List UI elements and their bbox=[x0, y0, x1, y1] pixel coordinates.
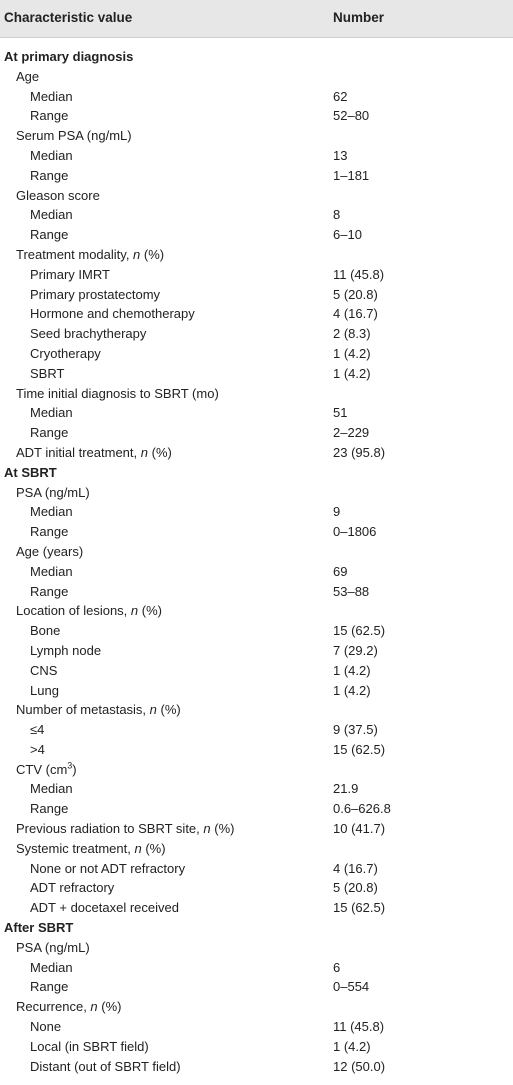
row-label: Median bbox=[30, 781, 73, 797]
row-label: Time initial diagnosis to SBRT (mo) bbox=[16, 385, 219, 401]
table-row bbox=[0, 285, 513, 305]
row-value: 0–1806 bbox=[333, 524, 377, 540]
row-label: Bone bbox=[30, 623, 61, 639]
row-value: 6–10 bbox=[333, 227, 362, 243]
table-row bbox=[0, 938, 513, 958]
table-row bbox=[0, 423, 513, 443]
table-row bbox=[0, 661, 513, 681]
row-label: Lymph node bbox=[30, 642, 102, 658]
row-label: Median bbox=[30, 563, 73, 579]
table-row bbox=[0, 344, 513, 364]
row-value: 0–554 bbox=[333, 979, 370, 995]
table-row bbox=[0, 898, 513, 918]
section-row bbox=[0, 47, 513, 67]
row-value: 11 (45.8) bbox=[333, 1019, 385, 1035]
row-label: Distant (out of SBRT field) bbox=[30, 1058, 181, 1074]
row-value: 51 bbox=[333, 405, 348, 421]
table-row bbox=[0, 641, 513, 661]
section-label: At SBRT bbox=[4, 464, 57, 480]
row-label: Range bbox=[30, 108, 69, 124]
row-label: None bbox=[30, 1019, 62, 1035]
row-value: 69 bbox=[333, 563, 348, 579]
row-label: Median bbox=[30, 405, 73, 421]
row-label: Hormone and chemotherapy bbox=[30, 306, 195, 322]
table-row bbox=[0, 601, 513, 621]
row-value: 21.9 bbox=[333, 781, 359, 797]
row-value: 4 (16.7) bbox=[333, 860, 378, 876]
table-row bbox=[0, 186, 513, 206]
table-row bbox=[0, 977, 513, 997]
row-label: Treatment modality, n (%) bbox=[16, 246, 165, 262]
row-label: PSA (ng/mL) bbox=[16, 939, 90, 955]
table-row bbox=[0, 819, 513, 839]
table-row bbox=[0, 166, 513, 186]
row-value: 1–181 bbox=[333, 167, 370, 183]
table-row bbox=[0, 522, 513, 542]
table-row bbox=[0, 502, 513, 522]
row-value: 15 (62.5) bbox=[333, 741, 386, 757]
row-label: Median bbox=[30, 504, 73, 520]
table-row bbox=[0, 304, 513, 324]
table-row bbox=[0, 146, 513, 166]
row-label: Seed brachytherapy bbox=[30, 326, 147, 342]
table-row bbox=[0, 324, 513, 344]
table-row bbox=[0, 720, 513, 740]
row-label: Previous radiation to SBRT site, n (%) bbox=[16, 821, 235, 837]
table-header bbox=[0, 0, 513, 38]
row-value: 15 (62.5) bbox=[333, 900, 386, 916]
row-value: 6 bbox=[333, 959, 341, 975]
table-row bbox=[0, 859, 513, 879]
row-value: 7 (29.2) bbox=[333, 642, 378, 658]
table-row bbox=[0, 265, 513, 285]
section-row bbox=[0, 918, 513, 938]
table-row bbox=[0, 562, 513, 582]
row-value: 11 (45.8) bbox=[333, 266, 385, 282]
row-label: Median bbox=[30, 147, 73, 163]
row-value: 1 (4.2) bbox=[333, 662, 371, 678]
table-row bbox=[0, 1037, 513, 1057]
row-label: Number of metastasis, n (%) bbox=[16, 702, 181, 718]
section-label: At primary diagnosis bbox=[4, 49, 134, 64]
row-label: SBRT bbox=[30, 365, 65, 381]
row-value: 52–80 bbox=[333, 108, 370, 124]
row-value: 8 bbox=[333, 207, 341, 223]
table-row bbox=[0, 205, 513, 225]
row-value: 2–229 bbox=[333, 425, 370, 441]
table-row bbox=[0, 106, 513, 126]
table-row bbox=[0, 700, 513, 720]
row-label: Median bbox=[30, 88, 73, 104]
row-value: 4 (16.7) bbox=[333, 306, 378, 322]
table-body bbox=[0, 38, 513, 1076]
section-label: After SBRT bbox=[4, 920, 74, 936]
row-label: Primary prostatectomy bbox=[30, 286, 161, 302]
table-row bbox=[0, 483, 513, 503]
row-value: 0.6–626.8 bbox=[333, 801, 391, 817]
row-label: CTV $(cm^3)$ bbox=[16, 760, 77, 777]
row-label: ADT + docetaxel received bbox=[30, 900, 179, 916]
table-row bbox=[0, 384, 513, 404]
table-row bbox=[0, 799, 513, 819]
row-label: Age bbox=[16, 68, 40, 84]
row-value: 2 (8.3) bbox=[333, 326, 371, 342]
row-value: 23 (95.8) bbox=[333, 444, 386, 460]
row-label: >4 bbox=[30, 741, 45, 757]
table-row bbox=[0, 878, 513, 898]
table-row bbox=[0, 779, 513, 799]
table-row bbox=[0, 740, 513, 760]
table-row bbox=[0, 67, 513, 87]
row-value: 10 (41.7) bbox=[333, 821, 386, 837]
row-value: 1 (4.2) bbox=[333, 1038, 371, 1054]
row-label: PSA (ng/mL) bbox=[16, 484, 90, 500]
row-label: ADT initial treatment, n (%) bbox=[16, 444, 172, 460]
row-value: 5 (20.8) bbox=[333, 880, 378, 896]
row-label: Range bbox=[30, 801, 69, 817]
row-label: Primary IMRT bbox=[30, 266, 110, 282]
table-row bbox=[0, 225, 513, 245]
row-label: Lung bbox=[30, 682, 59, 698]
row-value: 1 (4.2) bbox=[333, 682, 371, 698]
row-label: None or not ADT refractory bbox=[30, 860, 186, 876]
row-label: Range bbox=[30, 425, 69, 441]
row-label: ≤4 bbox=[30, 722, 45, 738]
row-value: 1 (4.2) bbox=[333, 345, 371, 361]
table-row bbox=[0, 364, 513, 384]
row-label: Range bbox=[30, 524, 69, 540]
table-row bbox=[0, 126, 513, 146]
row-value: 9 bbox=[333, 504, 341, 520]
section-row bbox=[0, 463, 513, 483]
table-row bbox=[0, 542, 513, 562]
table-row bbox=[0, 245, 513, 265]
table-row bbox=[0, 582, 513, 602]
row-label: ADT refractory bbox=[30, 880, 115, 896]
table-row bbox=[0, 403, 513, 423]
row-label: Median bbox=[30, 207, 73, 223]
row-label: Gleason score bbox=[16, 187, 100, 203]
table-row bbox=[0, 443, 513, 463]
row-label: Location of lesions, n (%) bbox=[16, 603, 162, 619]
row-label: Range bbox=[30, 979, 69, 995]
table-row bbox=[0, 1057, 513, 1077]
row-label: Local (in SBRT field) bbox=[30, 1038, 149, 1054]
row-value: 15 (62.5) bbox=[333, 623, 386, 639]
table-row bbox=[0, 681, 513, 701]
column-header-number: Number bbox=[333, 10, 385, 25]
table-row bbox=[0, 958, 513, 978]
row-value: 13 bbox=[333, 147, 348, 163]
row-value: 1 (4.2) bbox=[333, 365, 371, 381]
row-value: 5 (20.8) bbox=[333, 286, 378, 302]
row-label: Range bbox=[30, 167, 69, 183]
row-value: 53–88 bbox=[333, 583, 370, 599]
table-row bbox=[0, 87, 513, 107]
row-value: 9 (37.5) bbox=[333, 722, 378, 738]
table-row bbox=[0, 839, 513, 859]
row-label: Range bbox=[30, 227, 69, 243]
table-row bbox=[0, 760, 513, 780]
row-value: 12 (50.0) bbox=[333, 1058, 386, 1074]
row-label: Median bbox=[30, 959, 73, 975]
row-label: Systemic treatment, n (%) bbox=[16, 840, 166, 856]
row-label: Serum PSA (ng/mL) bbox=[16, 128, 132, 144]
row-label: Age (years) bbox=[16, 543, 84, 559]
row-value: 62 bbox=[333, 88, 348, 104]
row-label: Range bbox=[30, 583, 69, 599]
row-label: Recurrence, n (%) bbox=[16, 999, 122, 1015]
row-label: CNS bbox=[30, 662, 58, 678]
table-row bbox=[0, 621, 513, 641]
table-row bbox=[0, 1017, 513, 1037]
column-header-characteristic: Characteristic value bbox=[4, 10, 133, 25]
table-row bbox=[0, 997, 513, 1017]
row-label: Cryotherapy bbox=[30, 345, 101, 361]
